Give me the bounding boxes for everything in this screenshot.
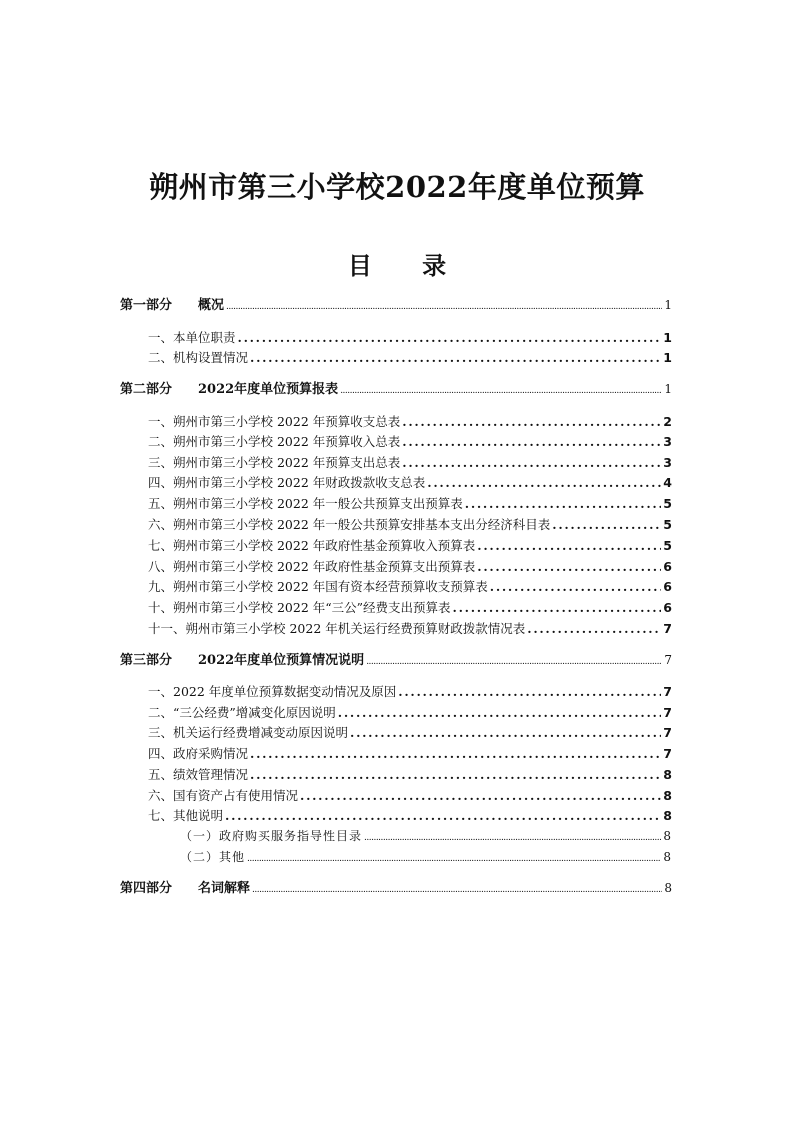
toc-entry[interactable] [148, 536, 672, 554]
toc-entry-label: 第四部分 名词解释 [120, 881, 251, 896]
toc-page-number: 8 [663, 850, 672, 864]
toc-entry-part-2[interactable] [120, 378, 672, 397]
toc-page-number: 7 [664, 653, 672, 667]
toc-page-number: 7 [663, 725, 672, 740]
toc-page-number: 7 [663, 746, 672, 761]
toc-entry[interactable] [148, 765, 672, 783]
toc-entry[interactable] [148, 723, 672, 741]
toc-dot-leader [552, 517, 661, 532]
toc-page-number: 2 [663, 414, 672, 429]
toc-entry-label: 五、绩效管理情况 [148, 767, 249, 782]
toc-entry-label: （二）其他 [180, 850, 246, 864]
toc-page-number: 1 [664, 382, 672, 396]
toc-page-number: 8 [664, 881, 672, 895]
toc-entry-label: 五、朔州市第三小学校 2022 年一般公共预算支出预算表 [148, 496, 463, 511]
toc-entry[interactable] [148, 348, 672, 366]
toc-dot-leader [527, 621, 661, 636]
toc-page-number: 1 [663, 350, 672, 365]
toc-dot-leader [490, 579, 662, 594]
toc-entry[interactable] [148, 703, 672, 721]
toc-entry-sub[interactable] [180, 827, 672, 844]
toc-entry[interactable] [148, 806, 672, 824]
toc-entry-label: 六、国有资产占有使用情况 [148, 788, 299, 803]
document-title: 朔州市第三小学校2022年度单位预算 [149, 170, 645, 204]
toc-entry-label: 九、朔州市第三小学校 2022 年国有资本经营预算收支预算表 [148, 579, 488, 594]
toc-dot-leader [250, 746, 661, 761]
toc-dot-leader [477, 559, 661, 574]
toc-entry-label: 第三部分 2022年度单位预算情况说明 [120, 653, 365, 668]
toc-entry-label: 二、朔州市第三小学校 2022 年预算收入总表 [148, 434, 401, 449]
toc-dot-leader [225, 808, 661, 823]
toc-dot-leader [300, 788, 661, 803]
toc-entry-label: 四、朔州市第三小学校 2022 年财政拨款收支总表 [148, 475, 426, 490]
toc-entry[interactable] [148, 432, 672, 450]
toc-entry[interactable] [148, 515, 672, 533]
toc-page-number: 1 [664, 298, 672, 312]
toc-page-number: 6 [663, 600, 672, 615]
toc-heading: 目 录 [347, 252, 447, 280]
toc-dot-leader [398, 684, 661, 699]
toc-dot-leader [477, 538, 661, 553]
toc-dot-leader [465, 496, 662, 511]
toc-page-number: 7 [663, 705, 672, 720]
toc-dot-leader [250, 767, 661, 782]
toc-entry[interactable] [148, 619, 672, 637]
toc-entry-sub[interactable] [180, 848, 672, 865]
toc-entry[interactable] [148, 494, 672, 512]
toc-page-number: 3 [663, 434, 672, 449]
toc-dot-leader [247, 854, 661, 864]
toc-entry-label: 二、机构设置情况 [148, 350, 249, 365]
toc-dot-leader [402, 434, 661, 449]
toc-page-number: 3 [663, 455, 672, 470]
toc-entry[interactable] [148, 682, 672, 700]
toc-entry-label: （一）政府购买服务指导性目录 [180, 829, 363, 843]
toc-entry-label: 七、其他说明 [148, 808, 224, 823]
toc-page-number: 7 [663, 684, 672, 699]
toc-entry-label: 十一、朔州市第三小学校 2022 年机关运行经费预算财政拨款情况表 [148, 621, 526, 636]
toc-entry-label: 四、政府采购情况 [148, 746, 249, 761]
toc-entry-label: 六、朔州市第三小学校 2022 年一般公共预算安排基本支出分经济科目表 [148, 517, 551, 532]
toc-dot-leader [402, 455, 661, 470]
toc-entry[interactable] [148, 744, 672, 762]
toc-dot-leader [364, 833, 661, 843]
toc-page-number: 6 [663, 559, 672, 574]
toc-entry-part-4[interactable] [120, 877, 672, 896]
toc-entry-label: 一、本单位职责 [148, 330, 236, 345]
toc-page-number: 5 [663, 538, 672, 553]
toc-entry-label: 一、朔州市第三小学校 2022 年预算收支总表 [148, 414, 401, 429]
toc-page-number: 8 [663, 788, 672, 803]
toc-dot-leader [338, 705, 662, 720]
toc-page-number: 4 [663, 475, 672, 490]
toc-dot-leader [340, 386, 662, 396]
toc-dot-leader [252, 885, 662, 895]
toc-page-number: 8 [663, 829, 672, 843]
toc-page-number: 8 [663, 808, 672, 823]
toc-dot-leader [250, 350, 661, 365]
toc-entry-label: 七、朔州市第三小学校 2022 年政府性基金预算收入预算表 [148, 538, 476, 553]
toc-dot-leader [238, 330, 662, 345]
toc-entry-label: 十、朔州市第三小学校 2022 年“三公”经费支出预算表 [148, 600, 451, 615]
toc-entry-label: 八、朔州市第三小学校 2022 年政府性基金预算支出预算表 [148, 559, 476, 574]
toc-entry[interactable] [148, 786, 672, 804]
toc-entry[interactable] [148, 557, 672, 575]
toc-page-number: 7 [663, 621, 672, 636]
toc-page-number: 8 [663, 767, 672, 782]
toc-dot-leader [453, 600, 662, 615]
toc-dot-leader [226, 302, 662, 312]
toc-entry-label: 第二部分 2022年度单位预算报表 [120, 382, 339, 397]
toc-entry-label: 三、机关运行经费增减变动原因说明 [148, 725, 349, 740]
toc-entry[interactable] [148, 598, 672, 616]
toc-entry-label: 二、“三公经费”增减变化原因说明 [148, 705, 336, 720]
toc-entry[interactable] [148, 577, 672, 595]
toc-entry[interactable] [148, 328, 672, 346]
toc-entry-label: 第一部分 概况 [120, 298, 225, 313]
toc-entry-label: 一、2022 年度单位预算数据变动情况及原因 [148, 684, 397, 699]
toc-dot-leader [350, 725, 661, 740]
toc-entry-label: 三、朔州市第三小学校 2022 年预算支出总表 [148, 455, 401, 470]
toc-page-number: 5 [663, 517, 672, 532]
toc-page-number: 5 [663, 496, 672, 511]
toc-entry[interactable] [148, 473, 672, 491]
toc-entry[interactable] [148, 412, 672, 430]
toc-page-number: 6 [663, 579, 672, 594]
toc-dot-leader [366, 657, 662, 667]
toc-entry-part-3[interactable] [120, 649, 672, 668]
toc-entry[interactable] [148, 453, 672, 471]
toc-dot-leader [427, 475, 661, 490]
toc-page-number: 1 [663, 330, 672, 345]
toc-dot-leader [402, 414, 661, 429]
toc-entry-part-1[interactable] [120, 294, 672, 313]
